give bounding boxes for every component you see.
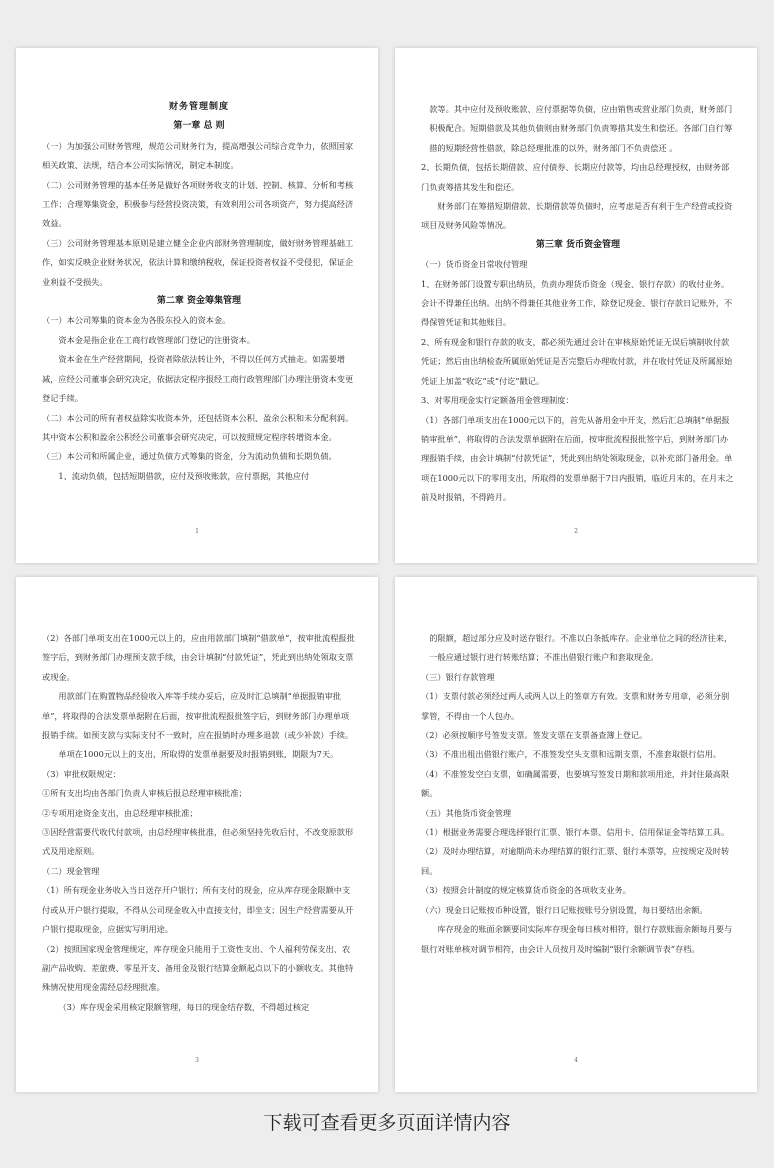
page-body	[421, 48, 735, 508]
page-body	[42, 48, 356, 486]
paragraph: 资本金是指企业在工商行政管理部门登记的注册资本。	[58, 334, 255, 345]
paragraph: 3、对零用现金实行定额备用金管理制度：	[421, 395, 574, 406]
paragraph: （2）及时办理结算，对逾期尚未办理结算的银行汇票、银行本票等，应按规定及时转回。	[421, 846, 730, 876]
chapter-heading: 第一章 总 则	[173, 121, 225, 132]
paragraph: 用款部门在购置物品经验收入库等手续办妥后，应及时汇总填制“单据报销审批单”，将取得的合法发票单据附在后面，按审批流程报批签字后，到财务部门办理单项报销手续。如预支款与实际支付不一致时，应在报销时办理多退款（或少补款）手续。	[42, 691, 354, 741]
paragraph: 的限额，超过部分应及时送存银行。不准以白条抵库存。企业单位之间的经济往来，一般应通过银行进行转账结算；不准出借银行账户和套取现金。	[429, 633, 733, 663]
paragraph: 款等。其中应付及预收账款、应付票据等负债，应由销售或营业部门负责，财务部门积极配合。短期借款及其他负债则由财务部门负责筹措其发生和偿还。各部门自行筹措的短期经营性借款，除总经理批准的以外，财务部门不负责偿还 。	[429, 104, 733, 153]
paragraph: （2）必须按顺序号签发支票。签发支票在支票备查簿上登记。	[421, 730, 648, 741]
paragraph: 单项在1000元以上的支出，所取得的发票单据要及时报销到账，期限为7天。	[58, 749, 339, 760]
paragraph: 库存现金的账面余额要同实际库存现金每日核对相符，银行存款账面余额每月要与银行对账单核对调节相符，由会计人员按月及时编制“银行余额调节表”存档。	[421, 924, 733, 954]
document-page-2	[395, 48, 757, 563]
document-page-3	[16, 577, 378, 1092]
chapter-heading: 第三章 货币资金管理	[535, 239, 621, 250]
paragraph: 1、在财务部门设置专职出纳员，负责办理货币资金（现金、银行存款）的收付业务。会计不得兼任出纳。出纳不得兼任其他业务工作，除登记现金、银行存款日记账外，不得保管凭证和其他账目。	[421, 278, 733, 328]
paragraph: 资本金在生产经营期间，投资者除依法转让外，不得以任何方式抽走。如需要增减，应经公司董事会研究决定，依据法定程序报经工商行政管理部门办理注册资本变更登记手续。	[42, 354, 354, 404]
paragraph: （1）支票付款必须经过两人或两人以上的签章方有效。支票和财务专用章，必须分别掌管，不得由一个人包办。	[421, 691, 730, 721]
page-body	[421, 577, 735, 959]
paragraph: （3）审批权限规定：	[42, 768, 121, 779]
paragraph: 2、所有现金和银行存款的收支，都必须先通过会计在审核原始凭证无误后填制收付款凭证；然后由出纳检查所属原始凭证是否完整后办理收付款，并在收付凭证及所属原始凭证上加盖“收讫”或“付讫”戳记。	[421, 336, 733, 386]
paragraph: ①所有支出均由各部门负责人审核后报总经理审核批准；	[42, 788, 247, 799]
page-number: 4	[574, 1056, 578, 1064]
paragraph: （一）为加强公司财务管理，规范公司财务行为，提高增强公司综合竞争力，依照国家相关政策、法规，结合本公司实际情况，制定本制度。	[42, 140, 354, 171]
paragraph: ②专项用途资金支出，由总经理审核批准；	[42, 807, 198, 818]
page-body	[42, 577, 356, 1017]
chapter-heading: 第二章 资金筹集管理	[156, 296, 242, 307]
paragraph: （3）库存现金采用核定限额管理，每日的现金结存数，不得超过核定	[58, 1001, 310, 1012]
paragraph: （3）按照会计制度的规定核算货币资金的各项收支业务。	[421, 885, 631, 896]
paragraph: （1）根据业务需要合理选择银行汇票、银行本票、信用卡、信用保证金等结算工具。	[421, 827, 730, 838]
paragraph: 2、长期负债，包括长期借款、应付债券、长期应付款等，均由总经理授权，由财务部门负责筹措其发生和偿还。	[421, 162, 730, 192]
paragraph: （三）公司财务管理基本原则是建立健全企业内部财务管理制度，做好财务管理基础工作，如实反映企业财务状况，依法计算和缴纳税收，保证投资者权益不受侵犯，保证企业利益不受损失。	[42, 237, 354, 287]
page-number: 1	[195, 527, 199, 535]
page-number: 3	[195, 1056, 199, 1064]
paragraph: （2）按照国家现金管理规定，库存现金只能用于工资性支出、个人福利劳保支出、农副产品收购、差旅费、零星开支、备用金及银行结算金额起点以下的小额收支。其他特殊情况使用现金需经总经理批准。	[42, 943, 354, 993]
document-page-1	[16, 48, 378, 563]
paragraph: ③因经营需要代收代付款项，由总经理审核批准，但必须坚持先收后付，不改变原款形式及用途原则。	[42, 827, 354, 857]
paragraph: （2）各部门单项支出在1000元以上的，应由用款部门填制“借款单”，按审批流程报批签字后，到财务部门办理预支款手续，由会计填制“付款凭证”，凭此到出纳处领取支票或现金。	[42, 633, 355, 682]
paragraph: 1、流动负债，包括短期借款，应付及预收账款，应付票据，其他应付	[58, 470, 310, 481]
page-number: 2	[574, 527, 578, 535]
document-title: 财务管理制度	[168, 102, 229, 112]
paragraph: （一）货币资金日常收付管理	[421, 259, 528, 270]
paragraph: （二）现金管理	[42, 865, 100, 876]
paragraph: （一）本公司筹集的资本金为各股东投入的资本金。	[42, 315, 231, 326]
paragraph: （二）公司财务管理的基本任务是做好各项财务收支的计划、控制、核算、分析和考核工作；合理筹集资金，积极参与经营投资决策，有效利用公司各项资产，努力提高经济效益。	[42, 179, 354, 229]
paragraph: （4）不准签发空白支票，如确属需要，也要填写签发日期和款项用途，并封住最高限额。	[421, 768, 730, 799]
paragraph: （六）现金日记账按币种设置，银行日记账按账号分别设置，每日要结出余额。	[421, 904, 708, 915]
paragraph: （3）不准出租出借银行账户，不准签发空头支票和远期支票，不准套取银行信用。	[421, 749, 721, 760]
document-page-4	[395, 577, 757, 1092]
download-more-footer[interactable]: 下载可查看更多页面详情内容	[263, 1112, 511, 1134]
paragraph: （1）所有现金业务收入当日送存开户银行；所有支付的现金，应从库存现金限额中支付或从开户银行提取，不得从公司现金收入中直接支付，即坐支；因生产经营需要从开户银行提取现金，应据实写明用途。	[42, 885, 354, 935]
paragraph: （二）本公司的所有者权益除实收资本外，还包括资本公积、盈余公积和未分配利润。其中资本公积和盈余公积经公司董事会研究决定，可以按照规定程序转增资本金。	[42, 412, 354, 442]
paragraph: （三）银行存款管理	[421, 671, 495, 682]
paragraph: 财务部门在筹措短期借款、长期借款等负债时，应考虑是否有利于生产经营或投资项目及财务风险等情况。	[421, 201, 733, 231]
paragraph: （三）本公司和所属企业，通过负债方式筹集的资金，分为流动负债和长期负债。	[42, 451, 337, 462]
paragraph: （五）其他货币资金管理	[421, 807, 512, 818]
paragraph: （1）各部门单项支出在1000元以下的，首先从备用金中开支，然后汇总填制“单据报销审批单”，将取得的合法发票单据附在后面，按审批流程报批签字后，到财务部门办理报销手续，由会计填制“付款凭证”，凭此到出纳处领取现金，以补充部门备用金。单项在1000元以下的零用支出，所取得的发票单据于7日内报销，临近月末的，在月末之前及时报销，不得跨月。	[421, 414, 734, 503]
